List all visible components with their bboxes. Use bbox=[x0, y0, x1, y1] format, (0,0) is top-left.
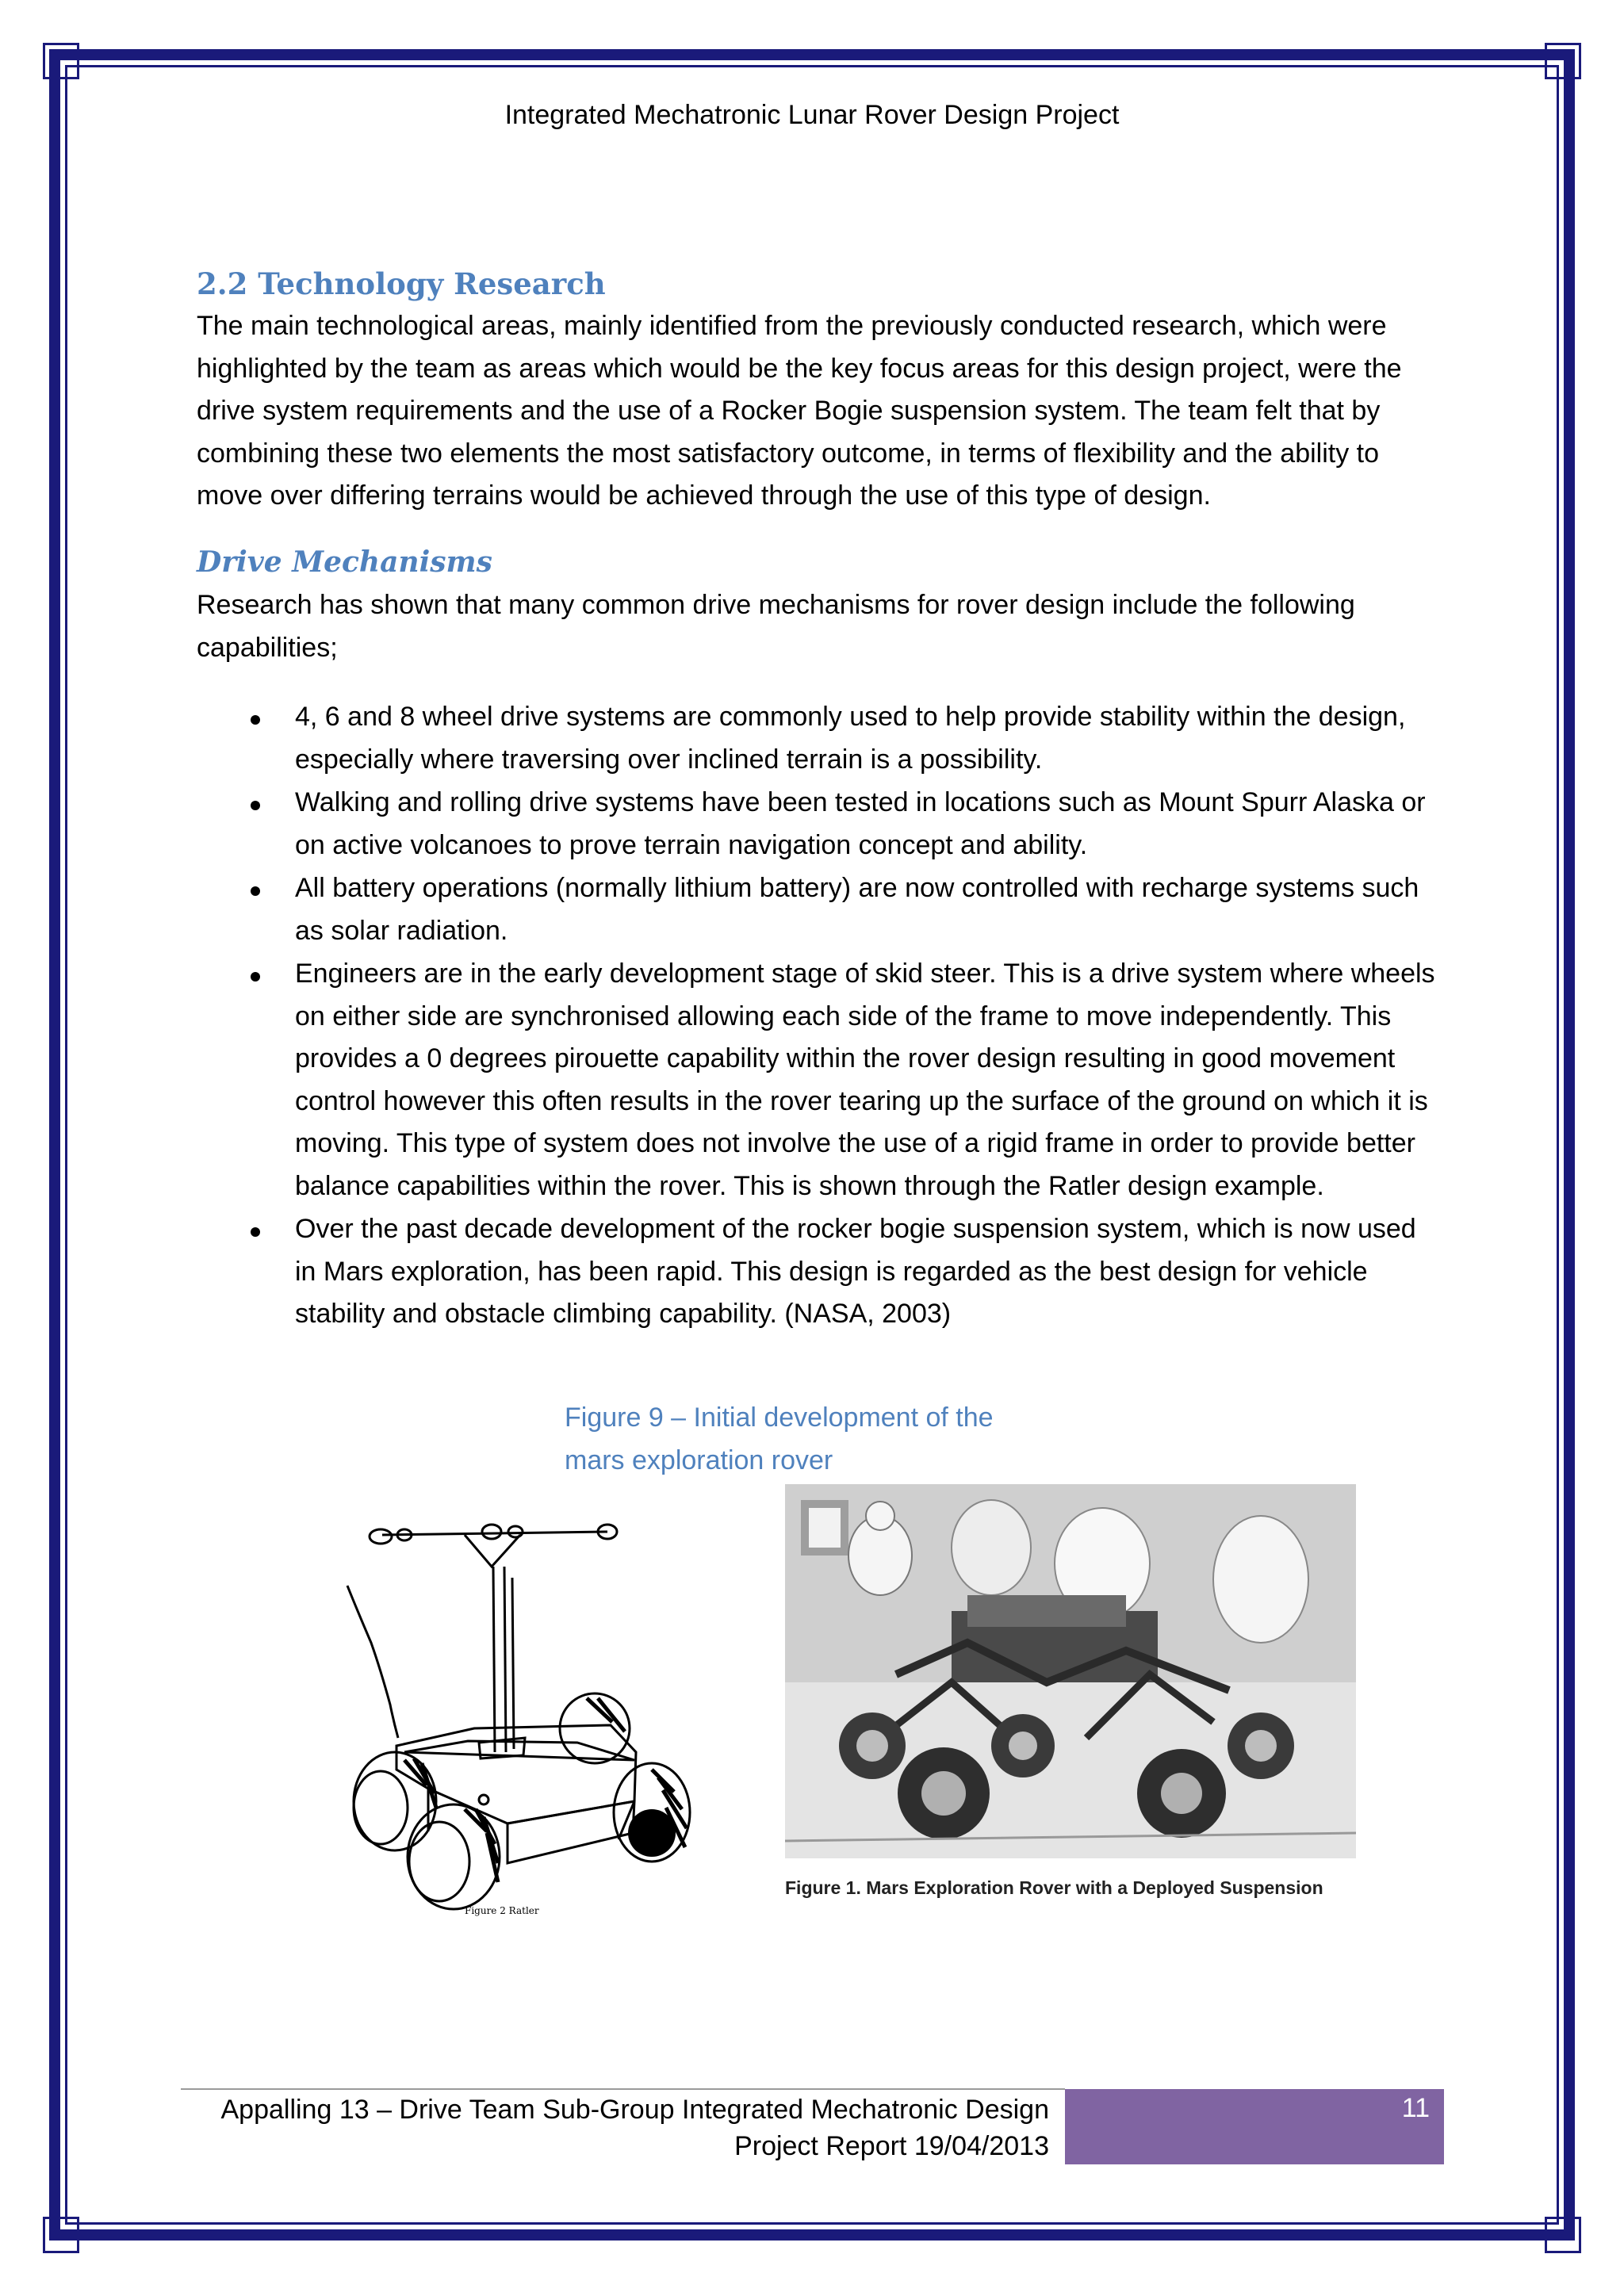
bullet-item bbox=[246, 1208, 1435, 1336]
bullet-item bbox=[246, 953, 1435, 1207]
bullet-dot-icon bbox=[251, 886, 260, 896]
bullet-dot-icon bbox=[251, 972, 260, 982]
bullet-item bbox=[246, 696, 1435, 781]
border-corner-bottom-right bbox=[1545, 2217, 1581, 2253]
bullet-text: Walking and rolling drive systems have been tested in locations such as Mount Spurr Alaska or on active volcanoes to prove terrain navigation concept and ability. bbox=[295, 787, 1426, 860]
ratler-figure-caption: Figure 2 Ratler bbox=[465, 1905, 539, 1916]
footer-text: Appalling 13 – Drive Team Sub-Group Integrated Mechatronic Design Project Report 19/04/2013 bbox=[220, 2095, 1049, 2161]
drive-bullet-list bbox=[246, 696, 1435, 1337]
border-corner-top-left bbox=[43, 43, 79, 79]
bullet-text: Engineers are in the early development stage of skid steer. This is a drive system where wheels on either side are synchronised allowing each side of the frame to move independently. This provides a 0 degrees pirouette capability within the rover design resulting in good movement control however this often results in the rover tearing up the surface of the ground on which it is moving. This type of system does not involve the use of a rigid frame in order to provide better balance capabilities within the rover. This is shown through the Ratler design example. bbox=[295, 959, 1435, 1201]
bullet-dot-icon bbox=[251, 801, 260, 810]
mars-exploration-rover-photo bbox=[785, 1484, 1356, 1858]
footer-divider bbox=[181, 2088, 1065, 2090]
section-paragraph: The main technological areas, mainly identified from the previously conducted research, which were highlighted by the team as areas which would be the key focus areas for this design project, were the drive system requirements and the use of a Rocker Bogie suspension system. The team felt that by combining these two elements the most satisfactory outcome, in terms of flexibility and the ability to move over differing terrains would be achieved through the use of this type of design. bbox=[197, 311, 1402, 511]
mer-figure-caption: Figure 1. Mars Exploration Rover with a Deployed Suspension bbox=[785, 1877, 1323, 1898]
bullet-text: 4, 6 and 8 wheel drive systems are commonly used to help provide stability within the design, especially where traversing over inclined terrain is a possibility. bbox=[295, 702, 1406, 775]
bullet-text: Over the past decade development of the rocker bogie suspension system, which is now used in Mars exploration, has been rapid. This design is regarded as the best design for vehicle stability and obstacle climbing capability. (NASA, 2003) bbox=[295, 1214, 1416, 1329]
bullet-text: All battery operations (normally lithium battery) are now controlled with recharge systems such as solar radiation. bbox=[295, 873, 1419, 946]
page-header-title: Integrated Mechatronic Lunar Rover Design Project bbox=[504, 100, 1120, 130]
bullet-dot-icon bbox=[251, 1227, 260, 1237]
bullet-item bbox=[246, 782, 1435, 867]
figure-caption: Figure 9 – Initial development of the mars exploration rover bbox=[565, 1402, 994, 1475]
bullet-item bbox=[246, 867, 1435, 952]
bullet-dot-icon bbox=[251, 715, 260, 725]
section-heading: 2.2 Technology Research bbox=[197, 266, 606, 301]
border-corner-bottom-left bbox=[43, 2217, 79, 2253]
drive-mechanisms-heading: Drive Mechanisms bbox=[197, 545, 492, 579]
border-corner-top-right bbox=[1545, 43, 1581, 79]
page-number: 11 bbox=[1401, 2093, 1430, 2123]
drive-intro-paragraph: Research has shown that many common drive mechanisms for rover design include the following capabilities; bbox=[197, 590, 1355, 663]
ratler-rover-drawing bbox=[325, 1490, 698, 1934]
